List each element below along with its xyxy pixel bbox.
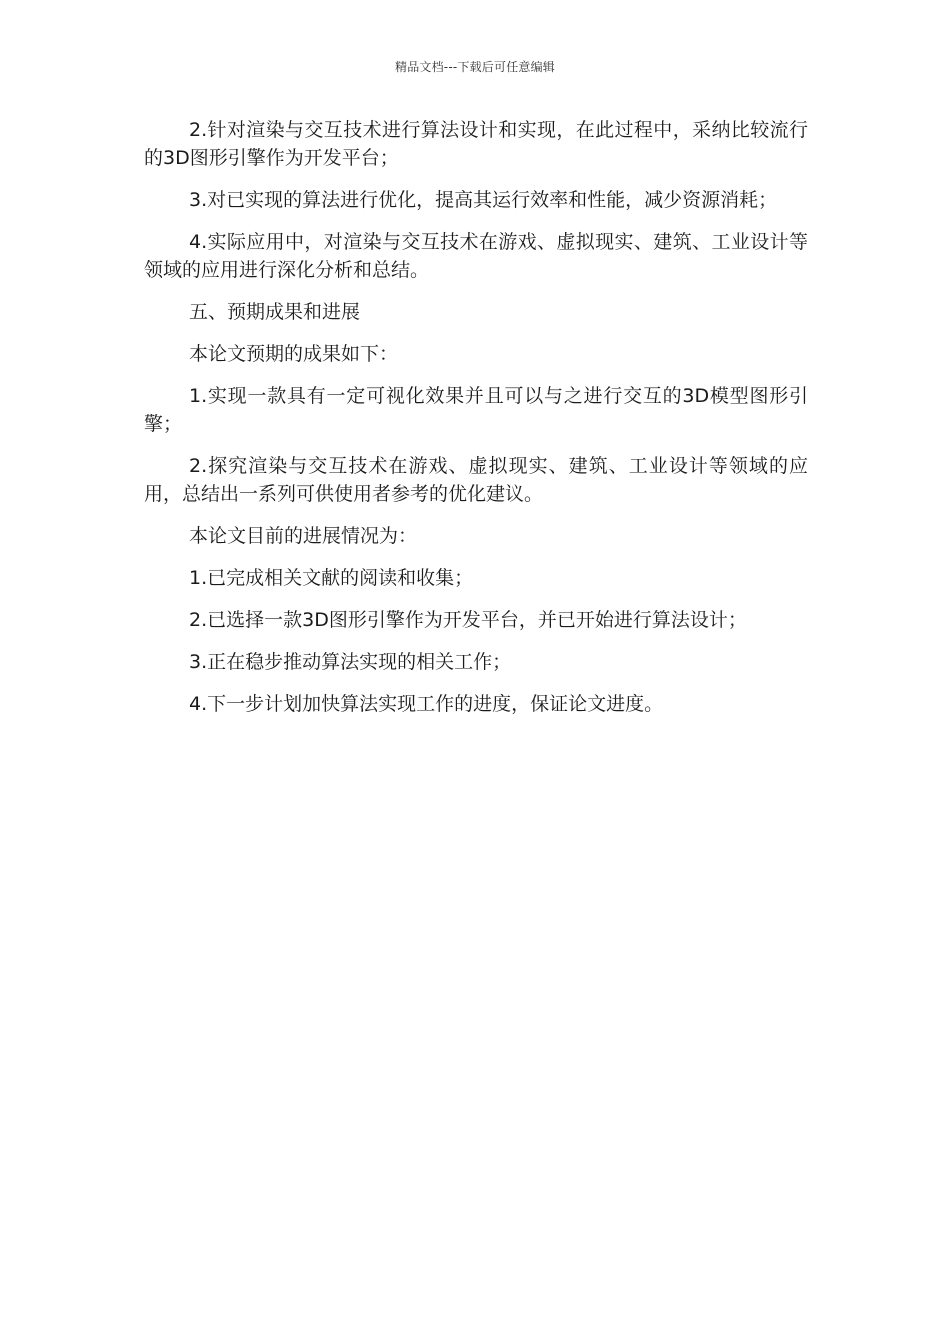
document-body — [144, 116, 808, 732]
paragraph-result-2: 2.探究渲染与交互技术在游戏、虚拟现实、建筑、工业设计等领域的应用，总结出一系列可供使用者参考的优化建议。 — [144, 455, 808, 505]
paragraph-item-2-algorithm-design: 2.针对渲染与交互技术进行算法设计和实现，在此过程中，采纳比较流行的3D图形引擎作为开发平台； — [144, 119, 808, 169]
paragraph-progress-2: 2.已选择一款3D图形引擎作为开发平台，并已开始进行算法设计； — [189, 609, 747, 631]
paragraph-expected-results-intro: 本论文预期的成果如下： — [189, 343, 399, 365]
paragraph-result-1: 1.实现一款具有一定可视化效果并且可以与之进行交互的3D模型图形引擎； — [144, 385, 808, 435]
paragraph-item-4-application-analysis: 4.实际应用中，对渲染与交互技术在游戏、虚拟现实、建筑、工业设计等领域的应用进行深化分析和总结。 — [144, 231, 808, 281]
paragraph-progress-4: 4.下一步计划加快算法实现工作的进度，保证论文进度。 — [189, 693, 664, 715]
paragraph-progress-1: 1.已完成相关文献的阅读和收集； — [189, 567, 474, 589]
paragraph-item-3-optimization: 3.对已实现的算法进行优化，提高其运行效率和性能，减少资源消耗； — [189, 189, 778, 211]
paragraph-progress-intro: 本论文目前的进展情况为： — [189, 525, 418, 547]
section-heading-expected-results: 五、预期成果和进展 — [189, 301, 361, 323]
paragraph-progress-3: 3.正在稳步推动算法实现的相关工作； — [189, 651, 512, 673]
page-header: 精品文档---下载后可任意编辑 — [395, 60, 555, 74]
